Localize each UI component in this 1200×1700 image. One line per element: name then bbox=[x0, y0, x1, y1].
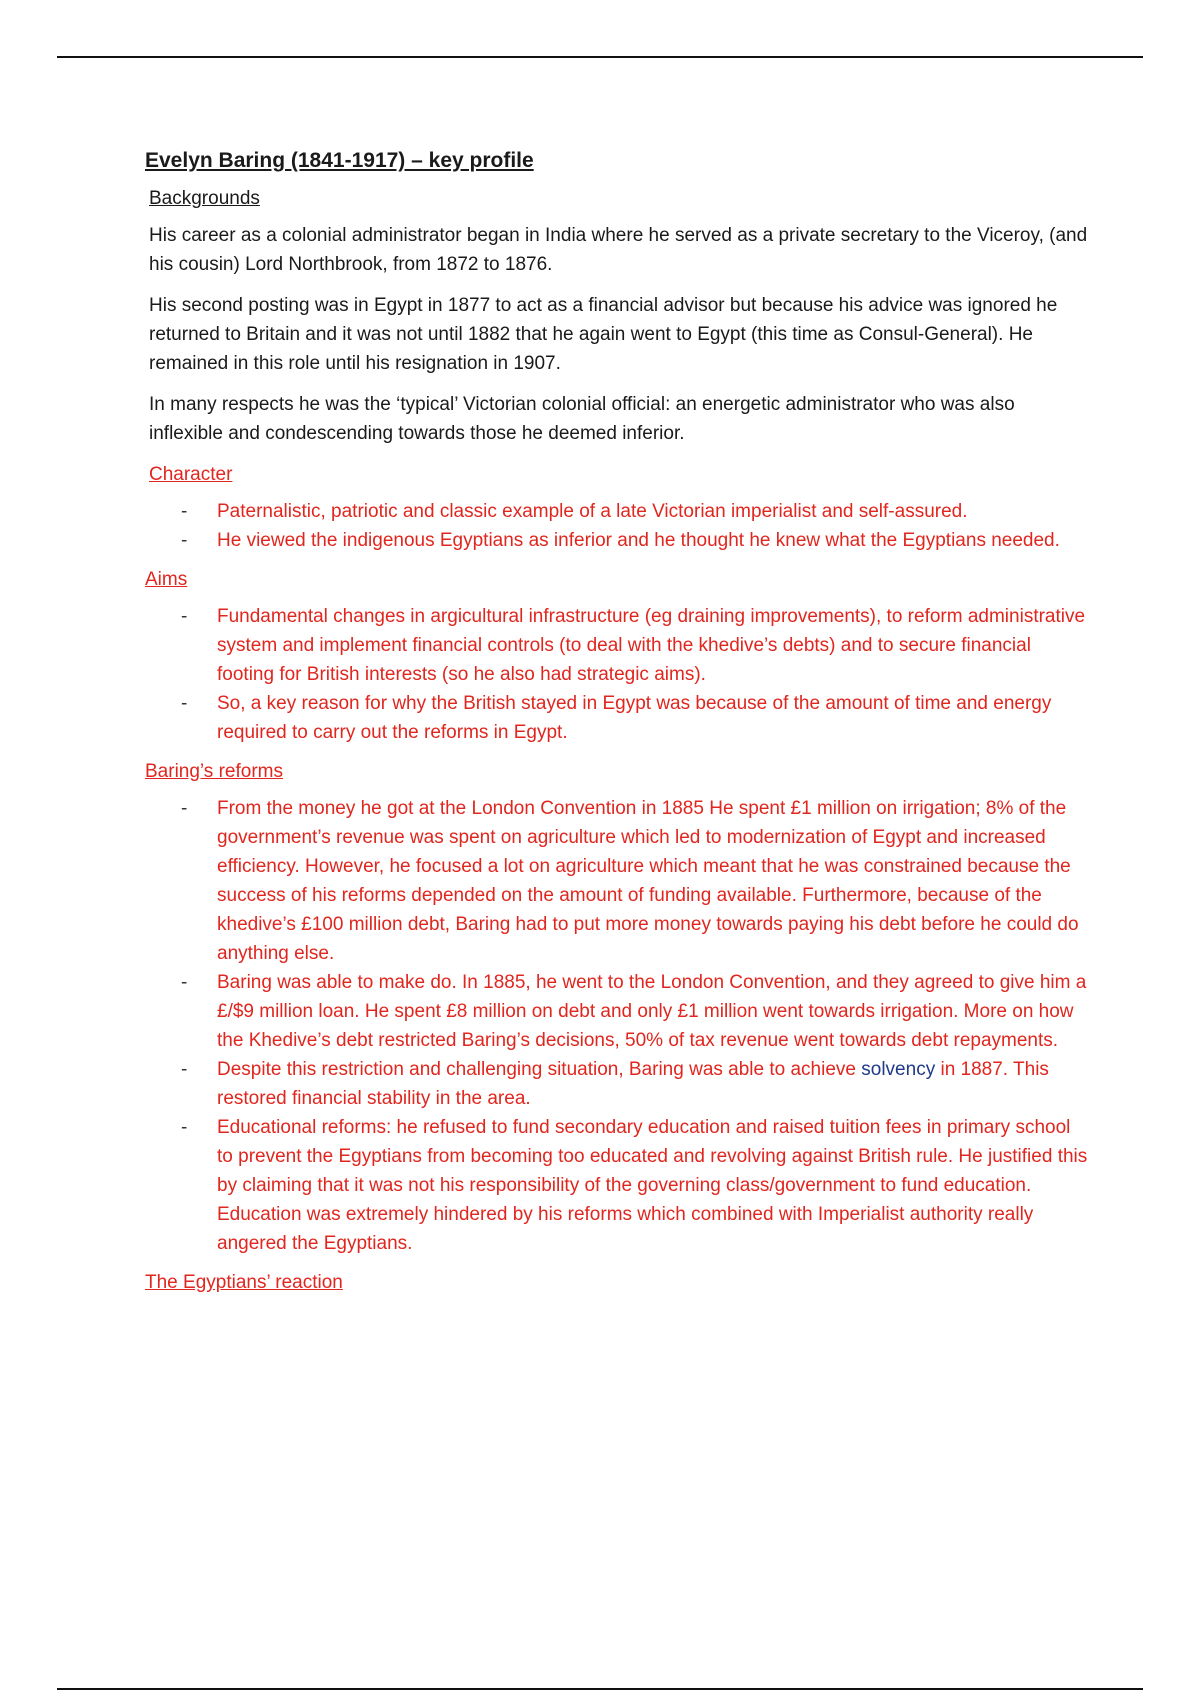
character-heading: Character bbox=[149, 464, 233, 485]
bottom-rule bbox=[57, 1688, 1143, 1690]
character-item: - He viewed the indigenous Egyptians as inferior and he thought he knew what the Egyptians needed. bbox=[145, 526, 1090, 555]
reforms-item: - From the money he got at the London Convention in 1885 He spent £1 million on irrigation; 8% of the government’s revenue was spent on agriculture which led to modernization of Egypt and increased efficiency. However, he focused a lot on agriculture which meant that he was constrained because the success of his reforms depended on the amount of funding available. Furthermore, because of the khedive’s £100 million debt, Baring had to put more money towards paying his debt before he could do anything else. bbox=[145, 794, 1090, 968]
solvency-text-after: in 1887. This restored financial stability in the area. bbox=[217, 1059, 1049, 1109]
document-title: Evelyn Baring (1841-1917) – key profile bbox=[145, 149, 534, 172]
character-item: - Paternalistic, patriotic and classic example of a late Victorian imperialist and self-assured. bbox=[145, 497, 1090, 526]
top-rule bbox=[57, 56, 1143, 58]
backgrounds-heading: Backgrounds bbox=[149, 188, 260, 209]
solvency-text-before: Despite this restriction and challenging situation, Baring was able to achieve bbox=[217, 1059, 862, 1080]
solvency-highlight: solvency bbox=[861, 1059, 936, 1080]
backgrounds-paragraph-1: His career as a colonial administrator began in India where he served as a private secretary to the Viceroy, (and his cousin) Lord Northbrook, from 1872 to 1876. bbox=[149, 225, 1088, 275]
backgrounds-paragraph-2: His second posting was in Egypt in 1877 to act as a financial advisor but because his advice was ignored he returned to Britain and it was not until 1882 that he again went to Egypt (this time as Consul-General). He remained in this role until his resignation in 1907. bbox=[149, 295, 1058, 374]
reforms-heading: Baring’s reforms bbox=[145, 761, 283, 782]
aims-list bbox=[145, 602, 1090, 747]
reforms-item: - Educational reforms: he refused to fund secondary education and raised tuition fees in primary school to prevent the Egyptians from becoming too educated and revolving against British rule. He justified this by claiming that it was not his responsibility of the governing class/government to fund education. Education was extremely hindered by his reforms which combined with Imperialist authority really angered the Egyptians. bbox=[145, 1113, 1090, 1258]
character-list bbox=[145, 497, 1090, 555]
document-body bbox=[145, 146, 1090, 1305]
reforms-item: - Baring was able to make do. In 1885, he went to the London Convention, and they agreed to give him a £/$9 million loan. He spent £8 million on debt and only £1 million went towards irrigation. More on how the Khedive’s debt restricted Baring’s decisions, 50% of tax revenue went towards debt repayments. bbox=[145, 968, 1090, 1055]
backgrounds-paragraph-3: In many respects he was the ‘typical’ Victorian colonial official: an energetic administrator who was also inflexible and condescending towards those he deemed inferior. bbox=[149, 394, 1015, 444]
reforms-list bbox=[145, 794, 1090, 1258]
aims-item: - Fundamental changes in argicultural infrastructure (eg draining improvements), to reform administrative system and implement financial controls (to deal with the khedive’s debts) and to secure financial footing for British interests (so he also had strategic aims). bbox=[145, 602, 1090, 689]
aims-heading: Aims bbox=[145, 569, 188, 590]
aims-item: - So, a key reason for why the British stayed in Egypt was because of the amount of time and energy required to carry out the reforms in Egypt. bbox=[145, 689, 1090, 747]
reaction-heading: The Egyptians’ reaction bbox=[145, 1272, 343, 1293]
reforms-item-solvency bbox=[145, 1055, 1090, 1113]
